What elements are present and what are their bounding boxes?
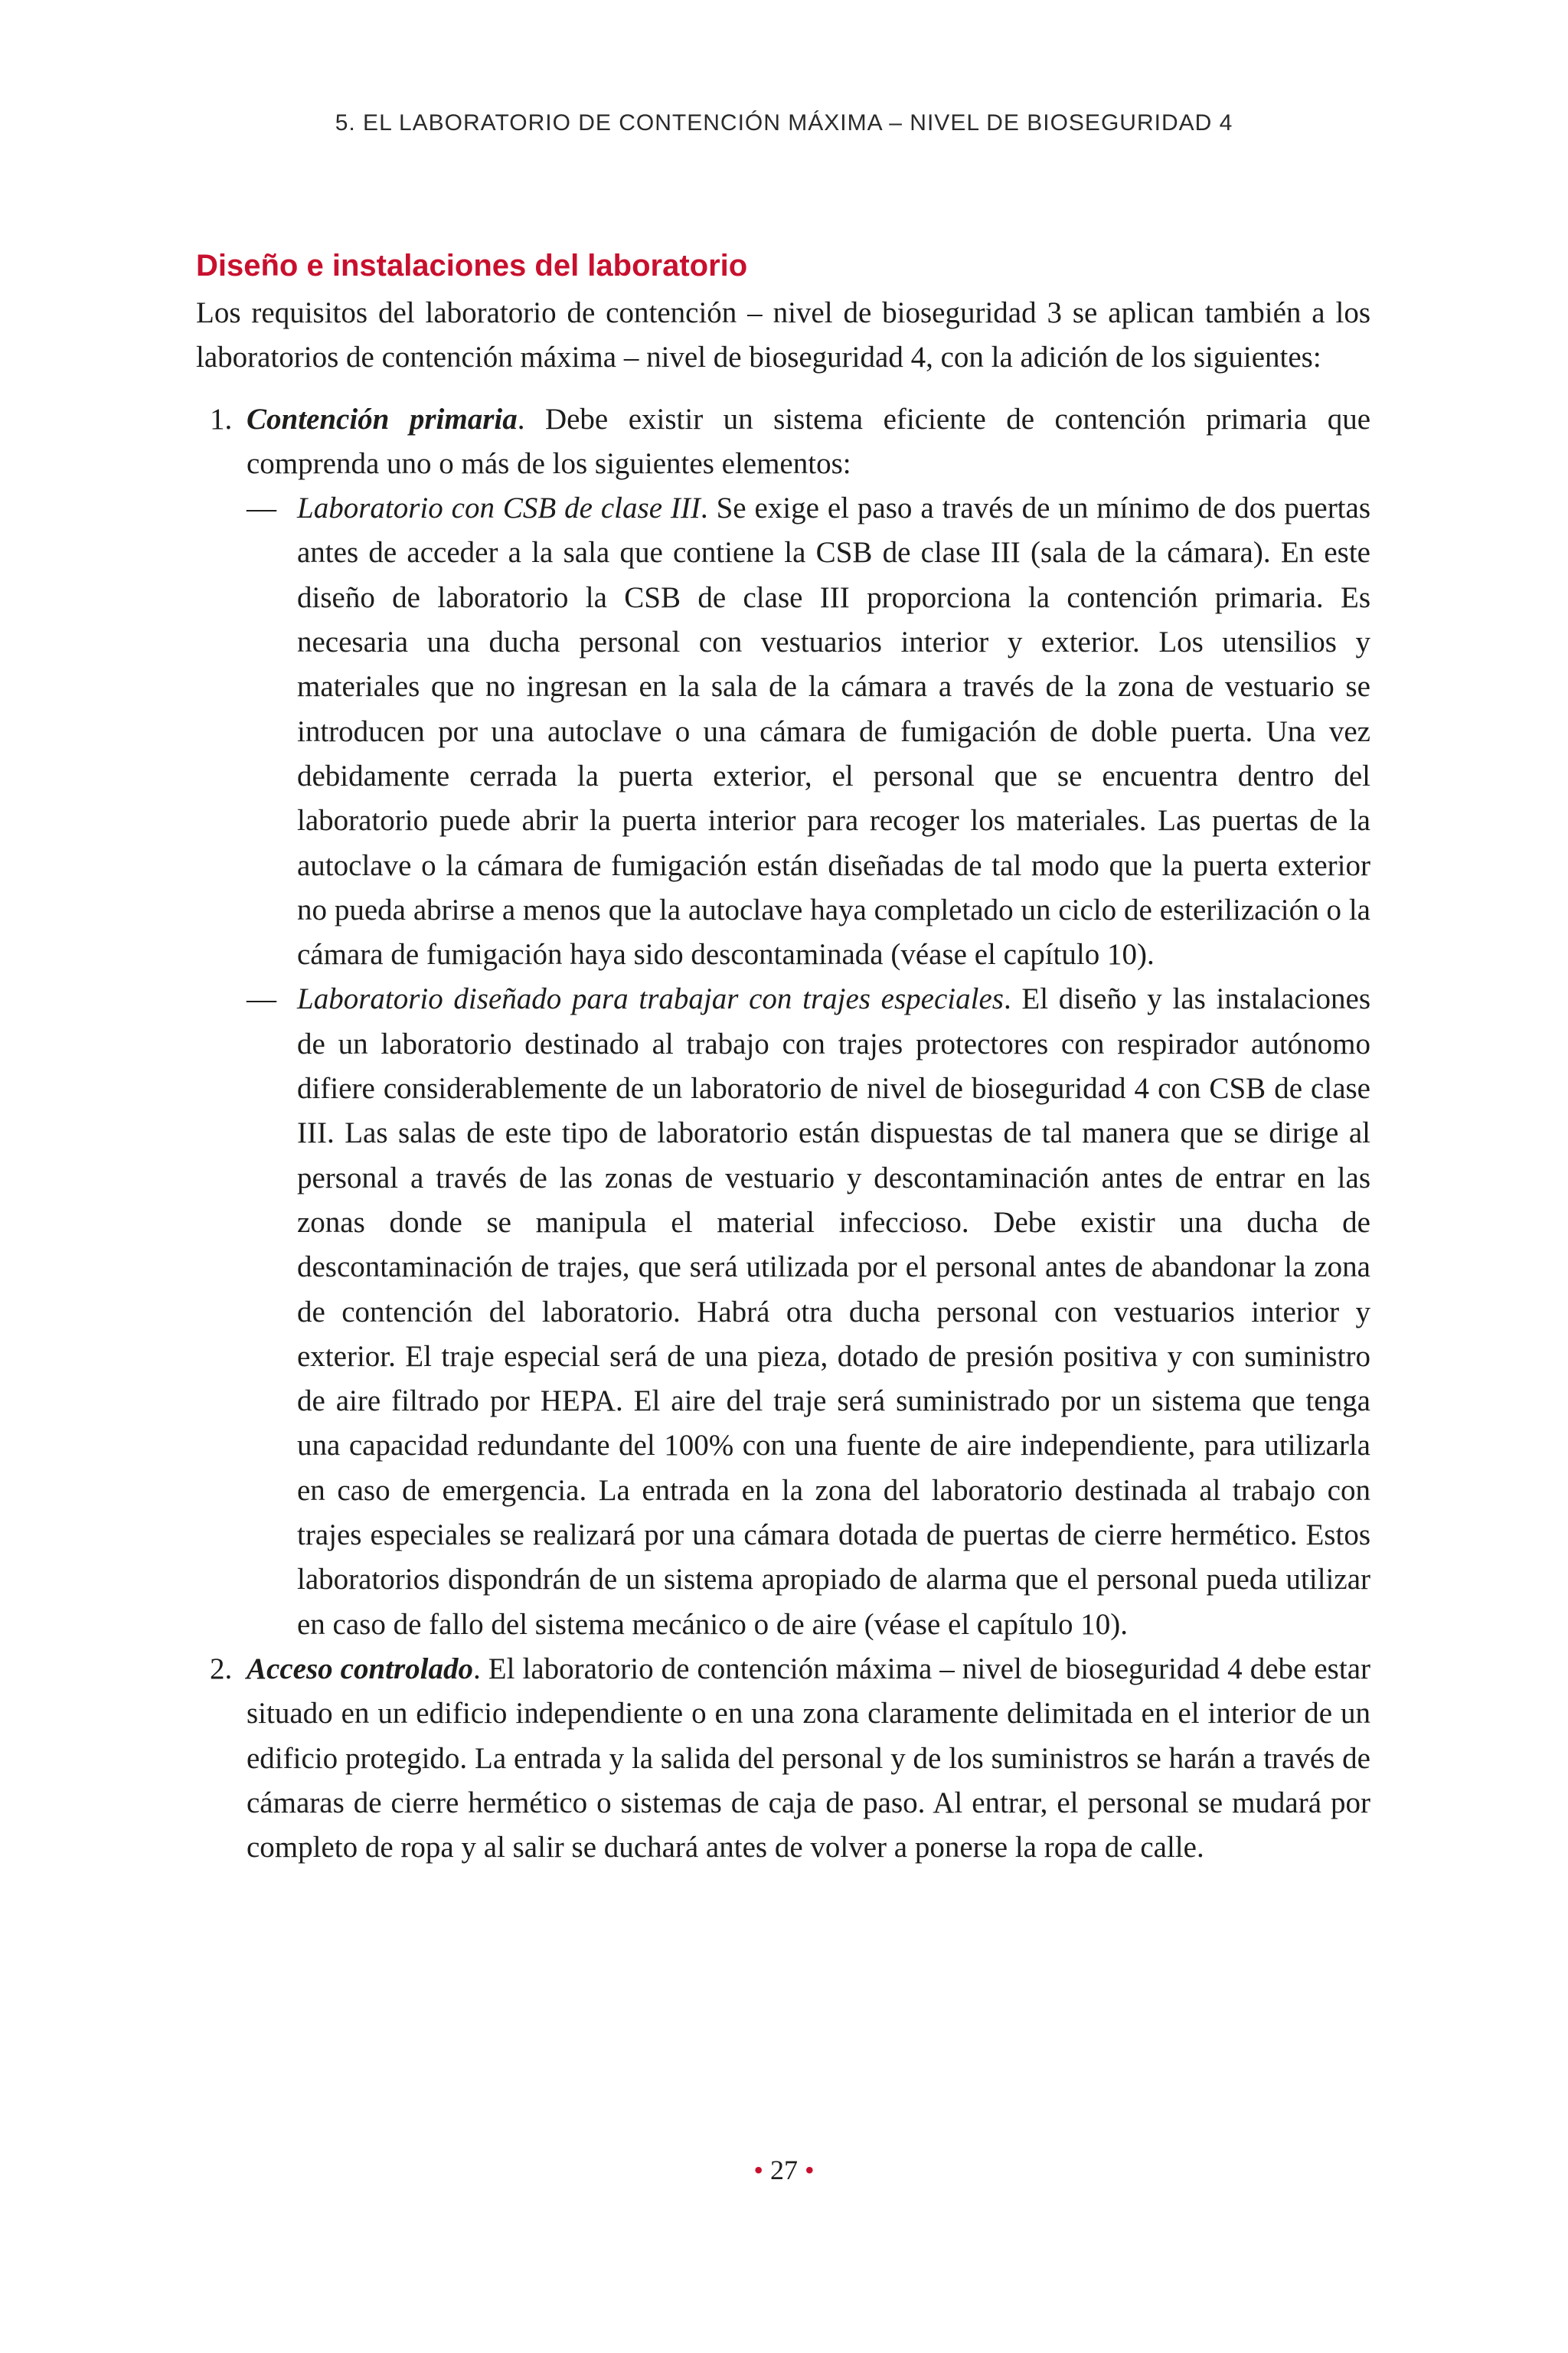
subitem-suit-lab: [247, 977, 1370, 1646]
dash-marker: —: [247, 982, 276, 1016]
page-content: [196, 243, 1370, 1870]
subitem-text: . El diseño y las instalaciones de un laboratorio destinado al trabajo con trajes protectores con respirador autónomo difiere considerablemente de un laboratorio de nivel de bioseguridad 4 con CSB de clase III. Las salas de este tipo de laboratorio están dispuestas de tal manera que se dirige al personal a través de las zonas de vestuario y descontaminación antes de entrar en las zonas donde se manipula el material infeccioso. Debe existir una ducha de descontaminación de trajes, que será utilizada por el personal antes de abandonar la zona de contención del laboratorio. Habrá otra ducha personal con vestuarios interior y exterior. El traje especial será de una pieza, dotado de presión positiva y con suministro de aire filtrado por HEPA. El aire del traje será suministrado por un sistema que tenga una capacidad redundante del 100% con una fuente de aire independiente, para utilizarla en caso de emergencia. La entrada en la zona del laboratorio destinada al trabajo con trajes especiales se realizará por una cámara dotada de puertas de cierre hermético. Estos laboratorios dispondrán de un sistema apropiado de alarma que el personal pueda utilizar en caso de fallo del sistema mecánico o de aire (véase el capítulo 10).: [297, 982, 1370, 1641]
running-header: 5. EL LABORATORIO DE CONTENCIÓN MÁXIMA – NIVEL DE BIOSEGURIDAD 4: [335, 110, 1233, 136]
requirements-list: [196, 397, 1370, 1871]
item-title: Contención primaria: [247, 402, 518, 436]
section-heading: Diseño e instalaciones del laboratorio: [196, 249, 748, 283]
list-item-1: [196, 397, 1370, 1647]
item-text: . Debe existir un sistema eficiente de contención primaria que comprenda uno o más de los siguientes elementos:: [247, 402, 1371, 480]
list-item-2: [196, 1647, 1370, 1870]
footer-bullet-right: •: [805, 2155, 815, 2185]
dash-marker: —: [247, 492, 276, 525]
subitem-title: Laboratorio con CSB de clase III: [297, 492, 701, 525]
item-number: 2.: [210, 1652, 233, 1685]
item-text: . El laboratorio de contención máxima – nivel de bioseguridad 4 debe estar situado en un edificio independiente o en una zona claramente delimitada en el interior de un edificio protegido. La entrada y la salida del personal y de los suministros se harán a través de cámaras de cierre hermético o sistemas de caja de paso. Al entrar, el personal se mudará por completo de ropa y al salir se duchará antes de volver a ponerse la ropa de calle.: [247, 1652, 1370, 1864]
intro-paragraph: Los requisitos del laboratorio de contención – nivel de bioseguridad 3 se aplican también a los laboratorios de contención máxima – nivel de bioseguridad 4, con la adición de los siguientes:: [196, 296, 1370, 374]
subitem-text: . Se exige el paso a través de un mínimo de dos puertas antes de acceder a la sala que contiene la CSB de clase III (sala de la cámara). En este diseño de laboratorio la CSB de clase III proporciona la contención primaria. Es necesaria una ducha personal con vestuarios interior y exterior. Los utensilios y materiales que no ingresan en la sala de la cámara a través de la zona de vestuario se introducen por una autoclave o una cámara de fumigación de doble puerta. Una vez debidamente cerrada la puerta exterior, el personal que se encuentra dentro del laboratorio puede abrir la puerta interior para recoger los materiales. Las puertas de la autoclave o la cámara de fumigación están diseñadas de tal modo que la puerta exterior no pueda abrirse a menos que la autoclave haya completado un ciclo de esterilización o la cámara de fumigación haya sido descontaminada (véase el capítulo 10).: [297, 492, 1371, 972]
footer-bullet-left: •: [753, 2155, 763, 2185]
subitem-class-iii-lab: [247, 486, 1370, 977]
item-number: 1.: [210, 402, 233, 436]
page-footer: [0, 2156, 1568, 2184]
subitem-title: Laboratorio diseñado para trabajar con trajes especiales: [297, 982, 1004, 1016]
item-title: Acceso controlado: [247, 1652, 474, 1685]
page-number: 27: [770, 2155, 798, 2185]
